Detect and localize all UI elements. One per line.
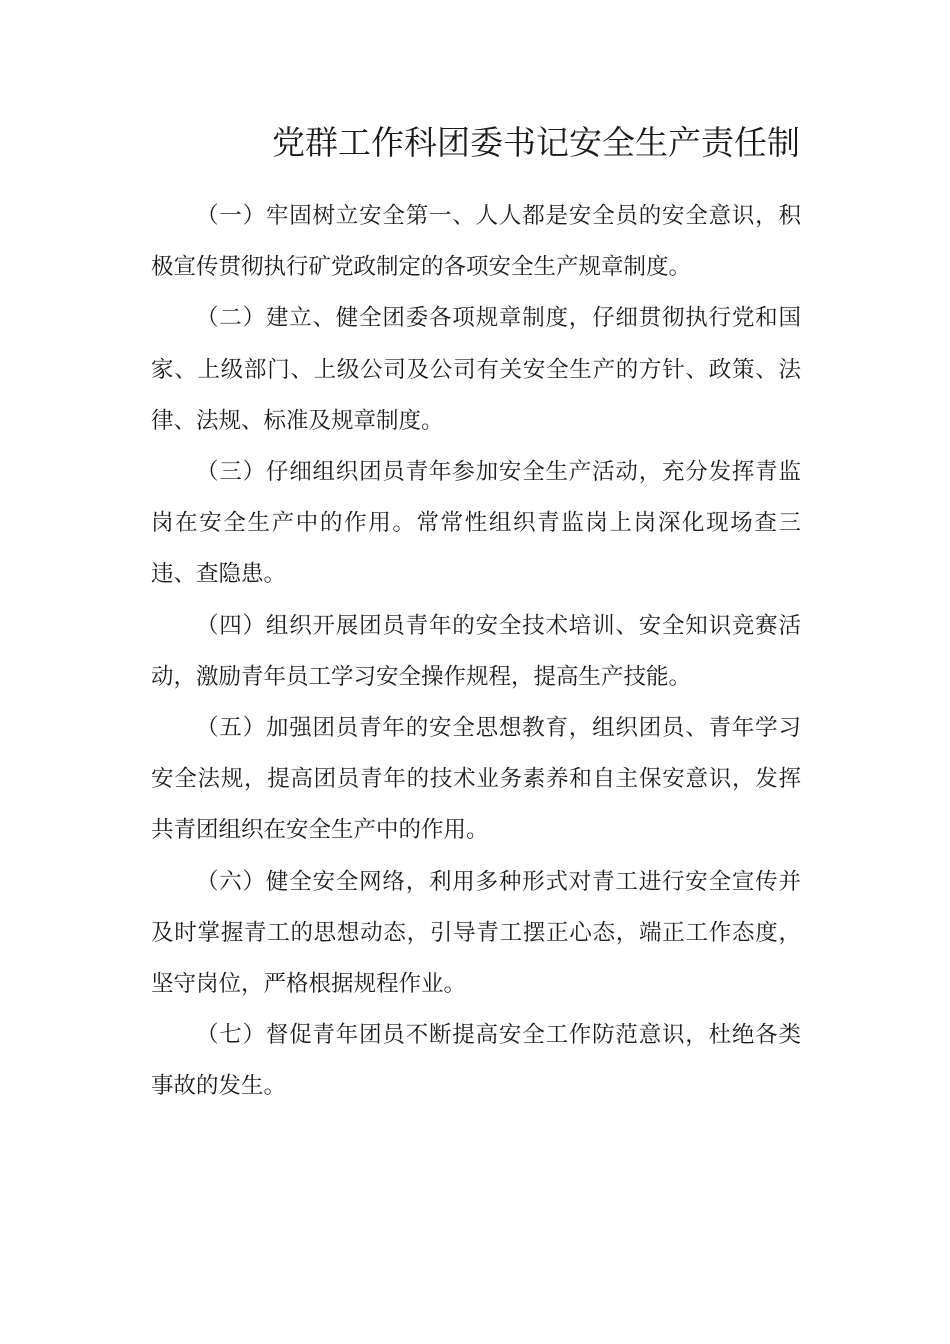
paragraph-6: （六）健全安全网络，利用多种形式对青工进行安全宣传并及时掌握青工的思想动态，引导青工摆正心态，端正工作态度，坚守岗位，严格根据规程作业。 (151, 868, 801, 998)
paragraph-5: （五）加强团员青年的安全思想教育，组织团员、青年学习安全法规，提高团员青年的技术业务素养和自主保安意识，发挥共青团组织在安全生产中的作用。 (151, 715, 801, 844)
paragraph-3: （三）仔细组织团员青年参加安全生产活动，充分发挥青监岗在安全生产中的作用。常常性组织青监岗上岗深化现场查三违、查隐患。 (151, 459, 801, 588)
paragraph-4: （四）组织开展团员青年的安全技术培训、安全知识竞赛活动，激励青年员工学习安全操作规程，提高生产技能。 (151, 612, 801, 690)
paragraph-1: （一）牢固树立安全第一、人人都是安全员的安全意识，积极宣传贯彻执行矿党政制定的各项安全生产规章制度。 (151, 203, 801, 281)
paragraph-7: （七）督促青年团员不断提高安全工作防范意识，杜绝各类事故的发生。 (151, 1022, 801, 1100)
document-title: 党群工作科团委书记安全生产责任制 (272, 123, 800, 162)
document-body (151, 191, 801, 1113)
paragraph-2: （二）建立、健全团委各项规章制度，仔细贯彻执行党和国家、上级部门、上级公司及公司有关安全生产的方针、政策、法律、法规、标准及规章制度。 (151, 305, 801, 434)
